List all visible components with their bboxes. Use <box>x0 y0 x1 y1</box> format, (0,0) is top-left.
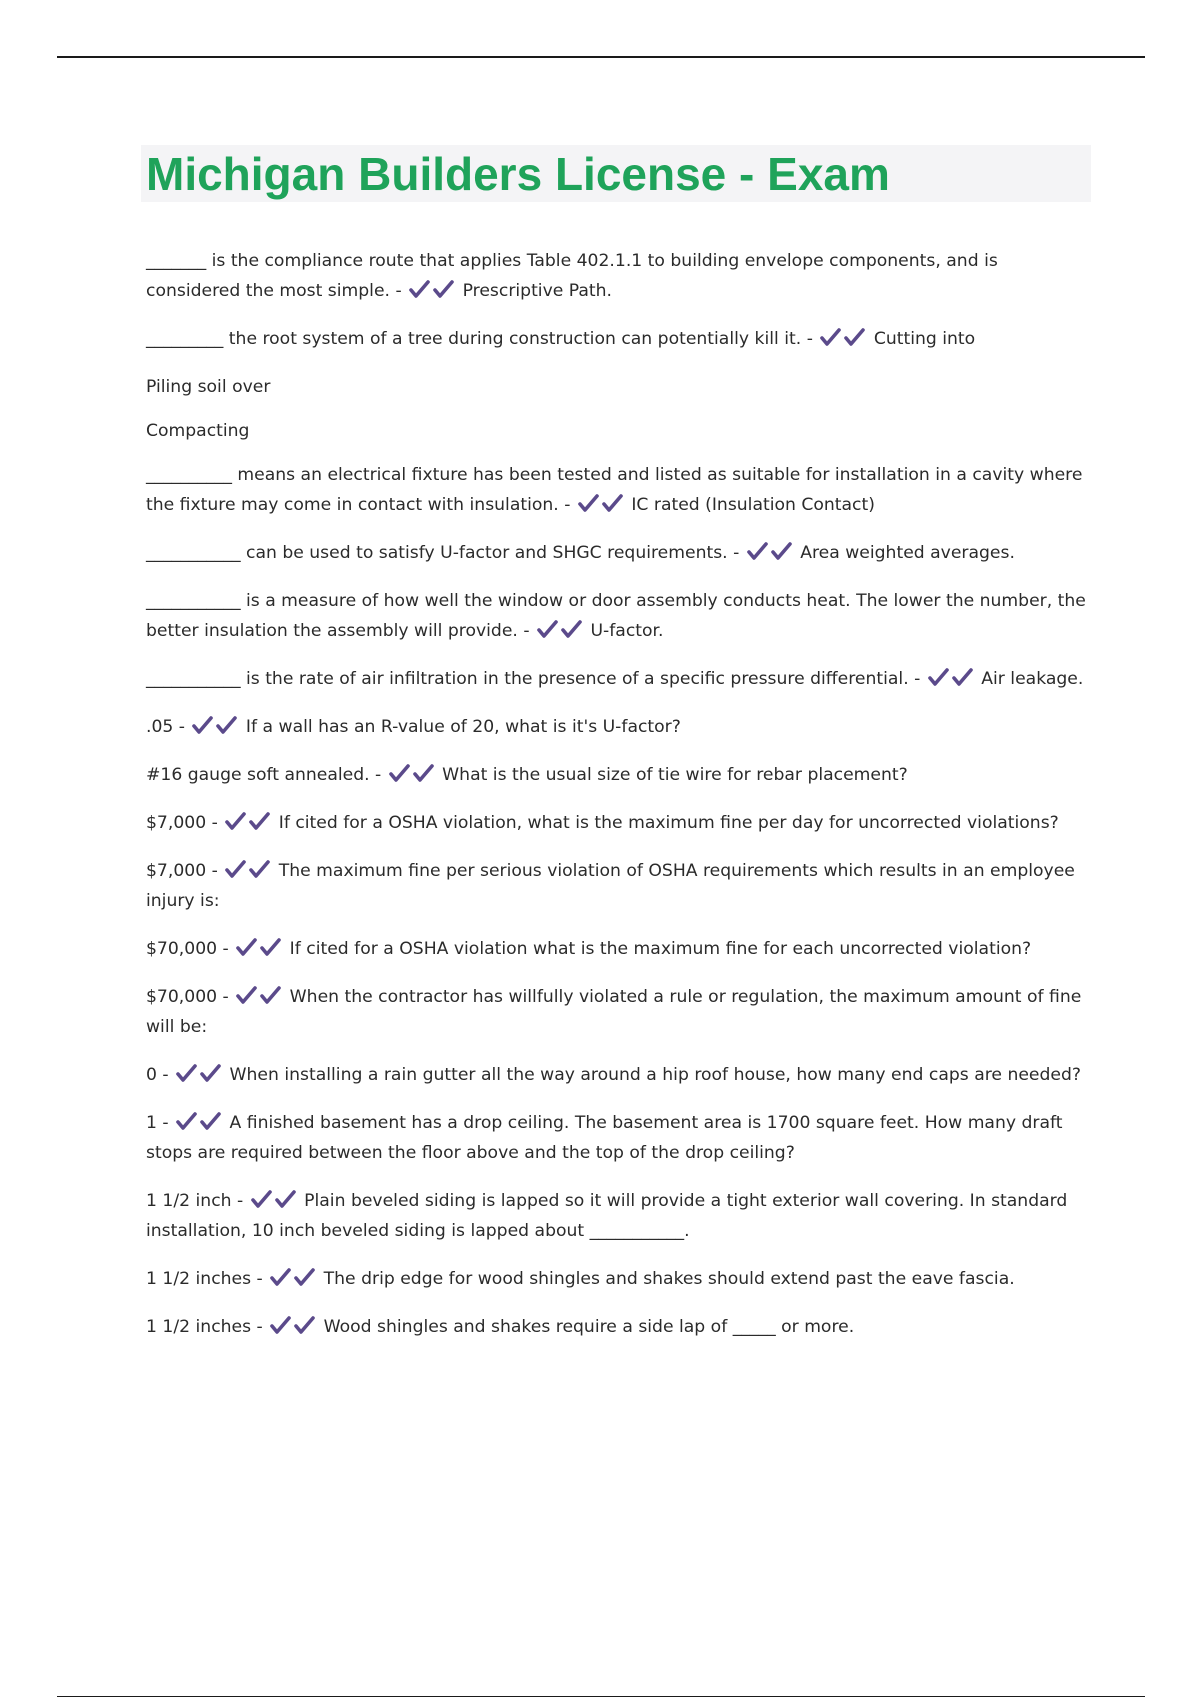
entry-answer: The drip edge for wood shingles and shakes should extend past the eave fascia. <box>318 1269 1015 1289</box>
entry-answer: Plain beveled siding is lapped so it will provide a tight exterior wall covering. In standard installation, 10 inch beveled siding is lapped about ___________. <box>146 1191 1068 1241</box>
entry-answer: IC rated (Insulation Contact) <box>625 495 875 515</box>
double-check-icon <box>225 811 271 831</box>
qa-entry <box>146 712 1096 742</box>
qa-entry <box>146 416 1096 446</box>
qa-entry <box>146 664 1096 694</box>
double-check-icon <box>236 985 282 1005</box>
entry-prompt: ___________ is a measure of how well the window or door assembly conducts heat. The lower the number, the better insulation the assembly will provide. - <box>146 591 1086 641</box>
double-check-icon <box>389 763 435 783</box>
entry-answer: When installing a rain gutter all the way around a hip roof house, how many end caps are needed? <box>224 1065 1082 1085</box>
qa-entry <box>146 1264 1096 1294</box>
qa-entry <box>146 760 1096 790</box>
qa-entry <box>146 934 1096 964</box>
qa-entry <box>146 856 1096 916</box>
entry-answer: What is the usual size of tie wire for rebar placement? <box>436 765 908 785</box>
qa-list <box>146 246 1096 1360</box>
entry-answer: If cited for a OSHA violation what is the maximum fine for each uncorrected violation? <box>284 939 1032 959</box>
entry-text: Compacting <box>146 421 250 441</box>
entry-prompt: #16 gauge soft annealed. - <box>146 765 387 785</box>
page-title: Michigan Builders License - Exam <box>146 148 890 200</box>
entry-answer: If a wall has an R-value of 20, what is it's U-factor? <box>240 717 681 737</box>
qa-entry <box>146 1312 1096 1342</box>
entry-answer: Cutting into <box>868 329 976 349</box>
entry-prompt: __________ means an electrical fixture has been tested and listed as suitable for installation in a cavity where the fixture may come in contact with insulation. - <box>146 465 1083 515</box>
entry-prompt: $70,000 - <box>146 987 235 1007</box>
qa-entry <box>146 324 1096 354</box>
entry-answer: U-factor. <box>585 621 664 641</box>
double-check-icon <box>176 1111 222 1131</box>
top-rule <box>57 56 1145 58</box>
double-check-icon <box>578 493 624 513</box>
entry-answer: Prescriptive Path. <box>457 281 613 301</box>
double-check-icon <box>236 937 282 957</box>
bottom-rule <box>57 1696 1145 1697</box>
double-check-icon <box>225 859 271 879</box>
entry-prompt: $7,000 - <box>146 813 224 833</box>
entry-answer: Area weighted averages. <box>794 543 1015 563</box>
qa-entry <box>146 808 1096 838</box>
qa-entry <box>146 982 1096 1042</box>
entry-answer: Air leakage. <box>975 669 1084 689</box>
qa-entry <box>146 1108 1096 1168</box>
entry-prompt: ___________ can be used to satisfy U-factor and SHGC requirements. - <box>146 543 745 563</box>
entry-prompt: _______ is the compliance route that applies Table 402.1.1 to building envelope components, and is considered the most simple. - <box>146 251 998 301</box>
double-check-icon <box>928 667 974 687</box>
entry-prompt: ___________ is the rate of air infiltration in the presence of a specific pressure differential. - <box>146 669 926 689</box>
qa-entry <box>146 538 1096 568</box>
double-check-icon <box>176 1063 222 1083</box>
entry-answer: The maximum fine per serious violation of OSHA requirements which results in an employee injury is: <box>146 861 1075 911</box>
double-check-icon <box>270 1315 316 1335</box>
entry-prompt: 1 - <box>146 1113 175 1133</box>
entry-prompt: _________ the root system of a tree during construction can potentially kill it. - <box>146 329 819 349</box>
entry-prompt: $70,000 - <box>146 939 235 959</box>
qa-entry <box>146 372 1096 402</box>
double-check-icon <box>747 541 793 561</box>
entry-prompt: .05 - <box>146 717 191 737</box>
qa-entry <box>146 1186 1096 1246</box>
qa-entry <box>146 246 1096 306</box>
entry-answer: When the contractor has willfully violated a rule or regulation, the maximum amount of fine will be: <box>146 987 1082 1037</box>
entry-answer: A finished basement has a drop ceiling. The basement area is 1700 square feet. How many draft stops are required between the floor above and the top of the drop ceiling? <box>146 1113 1063 1163</box>
qa-entry <box>146 460 1096 520</box>
double-check-icon <box>537 619 583 639</box>
entry-prompt: 1 1/2 inches - <box>146 1269 269 1289</box>
entry-prompt: 0 - <box>146 1065 175 1085</box>
entry-prompt: 1 1/2 inch - <box>146 1191 249 1211</box>
double-check-icon <box>251 1189 297 1209</box>
double-check-icon <box>409 279 455 299</box>
entry-text: Piling soil over <box>146 377 271 397</box>
qa-entry <box>146 586 1096 646</box>
entry-prompt: $7,000 - <box>146 861 224 881</box>
entry-answer: If cited for a OSHA violation, what is the maximum fine per day for uncorrected violations? <box>273 813 1059 833</box>
double-check-icon <box>192 715 238 735</box>
entry-answer: Wood shingles and shakes require a side lap of _____ or more. <box>318 1317 855 1337</box>
double-check-icon <box>270 1267 316 1287</box>
double-check-icon <box>820 327 866 347</box>
qa-entry <box>146 1060 1096 1090</box>
entry-prompt: 1 1/2 inches - <box>146 1317 269 1337</box>
